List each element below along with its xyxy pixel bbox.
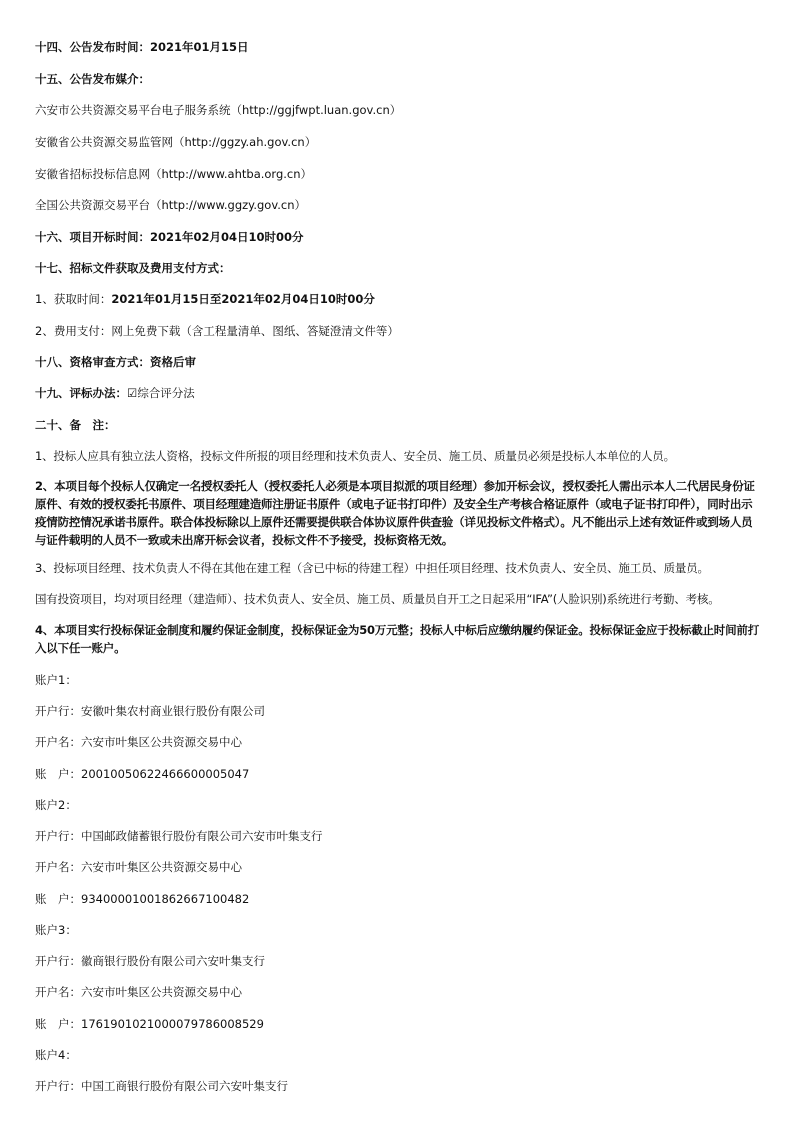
note-4: 4、本项目实行投标保证金制度和履约保证金制度，投标保证金为50万元整；投标人中标后应缴纳履约保证金。投标保证金应于投标截止时间前打入以下任一账户。 — [35, 623, 759, 655]
notes-heading: 二十、备 注： — [35, 418, 116, 432]
account-3-name: 开户名：六安市叶集区公共资源交易中心 — [35, 985, 242, 999]
account-2-title: 账户2： — [35, 798, 77, 812]
media-item-2: 安徽省公共资源交易监管网（http://ggzy.ah.gov.cn） — [35, 135, 317, 149]
account-3-number: 账 户：1761901021000079786008529 — [35, 1017, 264, 1031]
evaluation-method-line — [35, 384, 760, 402]
evaluation-method-value: 综合评分法 — [137, 386, 195, 400]
tender-docs-heading: 十七、招标文件获取及费用支付方式： — [35, 261, 231, 275]
account-2-bank: 开户行：中国邮政储蓄银行股份有限公司六安市叶集支行 — [35, 829, 323, 843]
acquire-time-value: 2021年01月15日至2021年02月04日10时00分 — [111, 292, 375, 306]
note-3: 3、投标项目经理、技术负责人不得在其他在建工程（含已中标的待建工程）中担任项目经理、技术负责人、安全员、施工员、质量员。 — [35, 561, 709, 575]
announcement-time: 十四、公告发布时间：2021年01月15日 — [35, 40, 249, 54]
note-1: 1、投标人应具有独立法人资格，投标文件所报的项目经理和技术负责人、安全员、施工员、质量员必须是投标人本单位的人员。 — [35, 449, 675, 463]
account-1-title: 账户1： — [35, 673, 77, 687]
qualification-review: 十八、资格审查方式：资格后审 — [35, 355, 196, 369]
note-2: 2、本项目每个投标人仅确定一名授权委托人（授权委托人必须是本项目拟派的项目经理）参加开标会议，授权委托人需出示本人二代居民身份证原件、有效的授权委托书原件、项目经理建造师注册证书原件（或电子证书打印件）及安全生产考核合格证原件（或电子证书打印件），同时出示疫情防控情况承诺书原件。联合体投标除以上原件还需要提供联合体协议原件供查验（详见投标文件格式）。凡不能出示上述有效证件或到场人员与证件载明的人员不一致或未出席开标会议者，投标文件不予接受，投标资格无效。 — [35, 479, 755, 547]
account-1-bank: 开户行：安徽叶集农村商业银行股份有限公司 — [35, 704, 265, 718]
account-2-number: 账 户：934000010018626671004​82 — [35, 892, 250, 906]
bid-opening-time: 十六、项目开标时间：2021年02月04日10时00分 — [35, 230, 304, 244]
account-4-title: 账户4： — [35, 1048, 77, 1062]
account-1-number: 账 户：20010050622466600005047 — [35, 767, 250, 781]
acquire-time-line — [35, 290, 760, 308]
note-3b: 国有投资项目，均对项目经理（建造师）、技术负责人、安全员、施工员、质量员自开工之日起采用“IFA”(人脸识别)系统进行考勤、考核。 — [35, 592, 720, 606]
acquire-time-label: 1、获取时间： — [35, 292, 112, 306]
checkbox-checked-icon: ☑ — [127, 386, 138, 400]
account-3-title: 账户3： — [35, 923, 77, 937]
media-item-1: 六安市公共资源交易平台电子服务系统（http://ggjfwpt.luan.gov.cn） — [35, 103, 402, 117]
evaluation-method-label: 十九、评标办法： — [35, 386, 127, 400]
media-heading: 十五、公告发布媒介： — [35, 72, 150, 86]
account-2-name: 开户名：六安市叶集区公共资源交易中心 — [35, 860, 242, 874]
media-item-4: 全国公共资源交易平台（http://www.ggzy.gov.cn） — [35, 198, 307, 212]
fee-payment: 2、费用支付：网上免费下载（含工程量清单、图纸、答疑澄清文件等） — [35, 324, 399, 338]
account-1-name: 开户名：六安市叶集区公共资源交易中心 — [35, 735, 242, 749]
account-4-bank: 开户行：中国工商银行股份有限公司六安叶集支行 — [35, 1079, 288, 1093]
account-3-bank: 开户行：徽商银行股份有限公司六安叶集支行 — [35, 954, 265, 968]
media-item-3: 安徽省招标投标信息网（http://www.ahtba.org.cn） — [35, 167, 313, 181]
